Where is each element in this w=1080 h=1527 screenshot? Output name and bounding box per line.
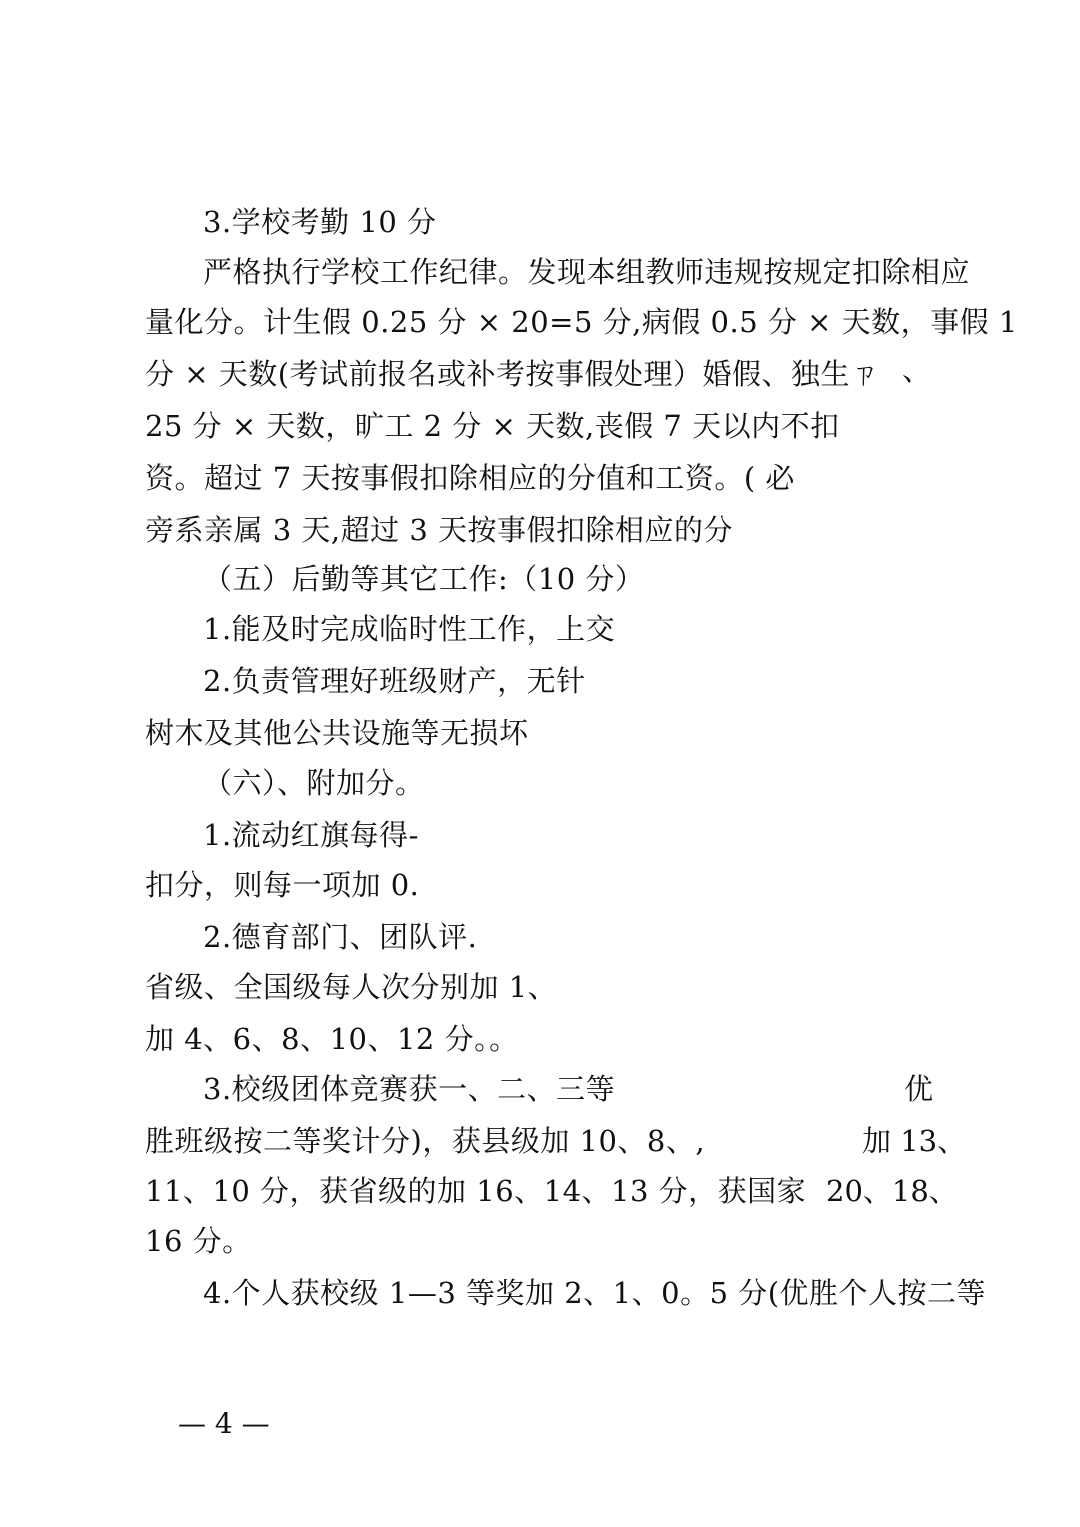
text-line: 严格执行学校工作纪律。发现本组教师违规按规定扣除相应 — [203, 255, 971, 289]
text-line: 资。超过 7 天按事假扣除相应的分值和工资。( 必 — [145, 461, 795, 495]
text-fragment: 优 — [904, 1072, 934, 1106]
text-line: 11、10 分，获省级的加 16、14、13 分，获国家 — [145, 1174, 807, 1208]
text-line: 扣分，则每一项加 0. — [145, 868, 420, 902]
text-line: 3.学校考勤 10 分 — [203, 205, 437, 239]
text-line: 省级、全国级每人次分别加 1、 — [145, 970, 558, 1004]
text-line: 分 × 天数(考试前报名或补考按事假处理）婚假、独生ㄗ — [145, 357, 880, 391]
text-line: 1.能及时完成临时性工作，上交 — [203, 612, 616, 646]
text-line: 16 分。 — [145, 1224, 252, 1258]
text-line: 1.流动红旗每得- — [203, 818, 419, 852]
page-number: — 4 — — [178, 1407, 270, 1440]
text-line: 25 分 × 天数，旷工 2 分 × 天数,丧假 7 天以内不扣 — [145, 409, 840, 443]
text-line: 树木及其他公共设施等无损坏 — [145, 716, 529, 750]
text-line: 胜班级按二等奖计分)，获县级加 10、8、, — [145, 1124, 706, 1158]
text-line: 3.校级团体竞赛获一、二、三等 — [203, 1072, 616, 1106]
text-fragment: 20、18、 — [826, 1174, 958, 1208]
text-line: 4.个人获校级 1—3 等奖加 2、1、0。5 分(优胜个人按二等 — [203, 1276, 987, 1310]
text-line: 加 4、6、8、10、12 分。。 — [145, 1022, 519, 1056]
text-line: 2.德育部门、团队评. — [203, 920, 478, 954]
text-fragment: 加 13、 — [862, 1124, 967, 1158]
section-heading: （五）后勤等其它工作:（10 分） — [203, 562, 645, 596]
text-line: 量化分。计生假 0.25 分 × 20=5 分,病假 0.5 分 × 天数，事假 1 — [145, 305, 1018, 339]
text-line: 旁系亲属 3 天,超过 3 天按事假扣除相应的分 — [145, 513, 733, 547]
text-fragment: 、 — [902, 353, 932, 387]
text-line: 2.负责管理好班级财产，无针 — [203, 664, 586, 698]
section-heading: （六）、附加分。 — [203, 766, 425, 800]
